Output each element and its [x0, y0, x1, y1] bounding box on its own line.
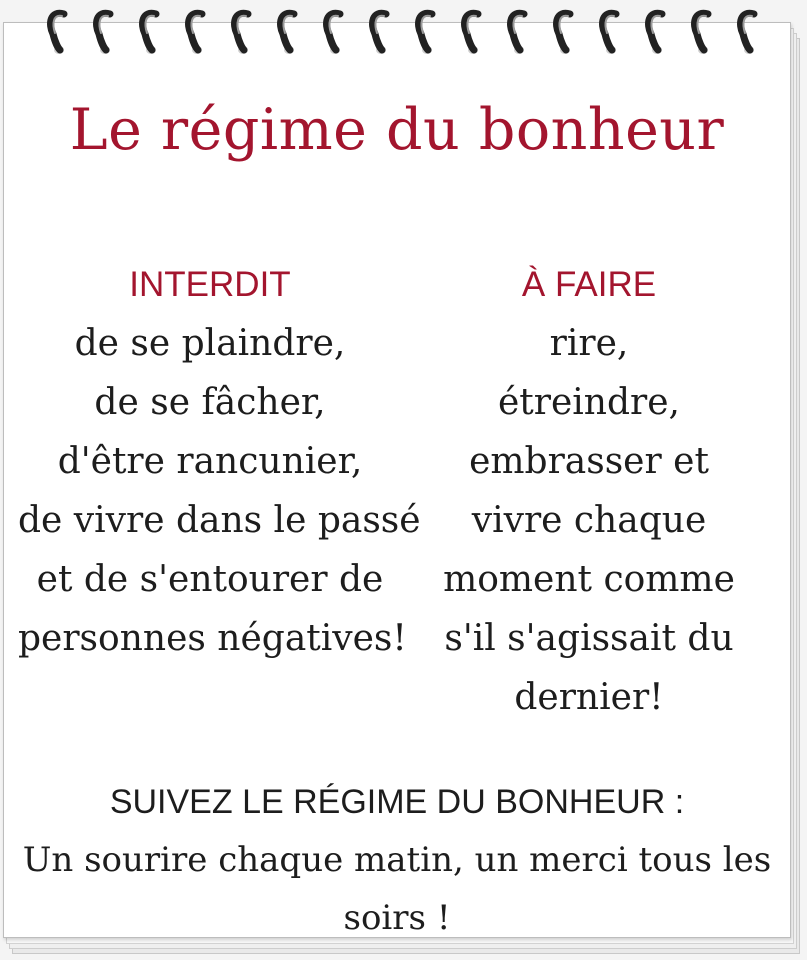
a-faire-line: dernier! — [514, 677, 664, 718]
spiral-ring-icon — [143, 13, 156, 54]
spiral-ring-icon — [649, 13, 662, 54]
spiral-ring-icon — [373, 13, 386, 54]
notepad-sheet — [3, 22, 791, 938]
interdit-line: et de s'entourer de — [36, 559, 384, 600]
interdit-line: personnes négatives! — [18, 618, 407, 659]
footer-message — [4, 773, 790, 947]
interdit-line: de se fâcher, — [94, 382, 326, 423]
spiral-ring-icon — [281, 13, 294, 54]
spiral-ring-icon — [465, 13, 478, 54]
a-faire-heading: À FAIRE — [521, 265, 657, 304]
a-faire-line: étreindre, — [498, 382, 680, 423]
footer-line: Un sourire chaque matin, un merci tous les — [22, 840, 772, 880]
spiral-binding-icon — [40, 4, 760, 60]
spiral-ring-icon — [419, 13, 432, 54]
spiral-ring-icon — [741, 13, 754, 54]
a-faire-line: embrasser et — [469, 441, 709, 482]
a-faire-line: s'il s'agissait du — [444, 618, 734, 659]
interdit-line: de se plaindre, — [74, 323, 346, 364]
a-faire-column — [432, 255, 746, 727]
interdit-line: de vivre dans le passé — [18, 500, 421, 541]
footer-heading: SUIVEZ LE RÉGIME DU BONHEUR : — [109, 783, 685, 821]
interdit-line: d'être rancunier, — [57, 441, 363, 482]
interdit-heading: INTERDIT — [129, 265, 291, 304]
spiral-ring-icon — [557, 13, 570, 54]
spiral-ring-icon — [511, 13, 524, 54]
page-title: Le régime du bonheur — [69, 97, 725, 163]
footer-line: soirs ! — [343, 898, 451, 938]
a-faire-line: moment comme — [443, 559, 735, 600]
spiral-ring-icon — [97, 13, 110, 54]
spiral-ring-icon — [235, 13, 248, 54]
spiral-ring-icon — [189, 13, 202, 54]
a-faire-line: rire, — [549, 323, 629, 364]
interdit-column — [18, 255, 421, 668]
spiral-ring-icon — [695, 13, 708, 54]
spiral-ring-icon — [603, 13, 616, 54]
a-faire-line: vivre chaque — [471, 500, 707, 541]
spiral-ring-icon — [51, 13, 64, 54]
spiral-ring-icon — [327, 13, 340, 54]
